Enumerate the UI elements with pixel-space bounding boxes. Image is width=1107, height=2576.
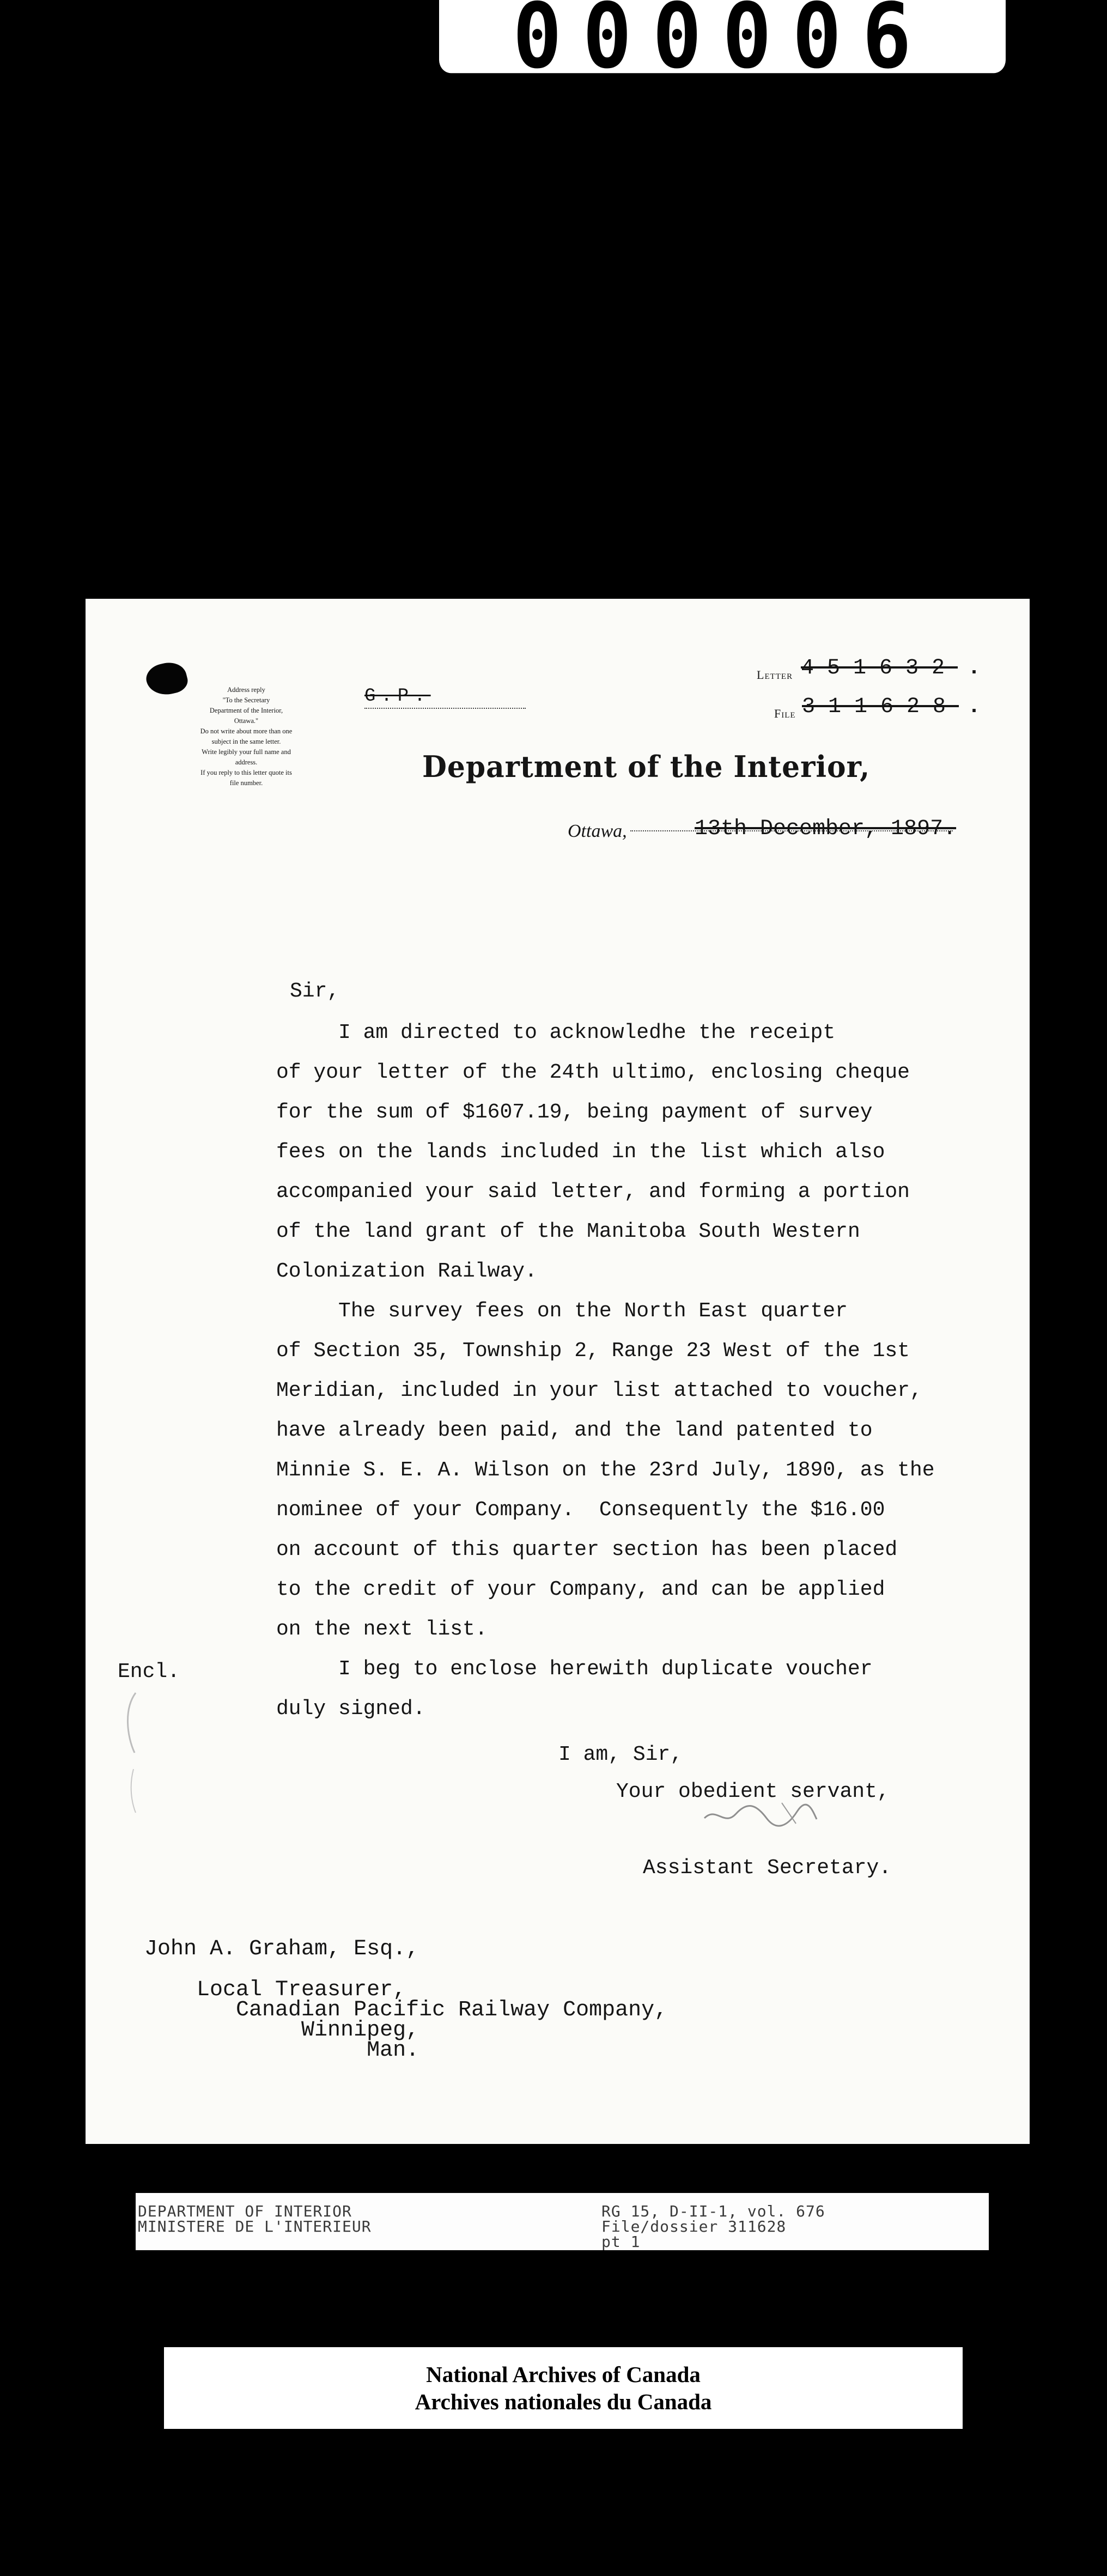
letter-body-line: I am directed to acknowledhe the receipt <box>276 1021 836 1044</box>
archive-department-line: DEPARTMENT OF INTERIOR <box>138 2202 352 2220</box>
addressee-line: John A. Graham, Esq., <box>144 1937 419 1961</box>
reply-notice-line: Do not write about more than one <box>200 727 293 735</box>
letter-body-line: of the land grant of the Manitoba South Western <box>276 1220 860 1243</box>
archive-reference-line: RG 15, D-II-1, vol. 676 <box>601 2202 825 2220</box>
letter-body-line: accompanied your said letter, and forming a portion <box>276 1180 910 1204</box>
letter-body-line: for the sum of $1607.19, being payment of survey <box>276 1101 873 1124</box>
letter-body-line: Minnie S. E. A. Wilson on the 23rd July, 1890, as the <box>276 1459 935 1482</box>
archive-name-french: Archives nationales du Canada <box>415 2389 712 2414</box>
letter-body-line: duly signed. <box>276 1697 425 1721</box>
letter-body-line: nominee of your Company. Consequently the $16.00 <box>276 1498 885 1522</box>
reply-notice-line: Department of the Interior, <box>209 707 283 714</box>
letter-body-line: The survey fees on the North East quarter <box>276 1299 848 1323</box>
letter-body-line: on account of this quarter section has been placed <box>276 1538 898 1562</box>
signatory-title: Assistant Secretary. <box>643 1856 892 1880</box>
reply-notice-line: Ottawa." <box>234 717 259 725</box>
reference-initials: G.P. <box>364 686 526 709</box>
closing-line: I am, Sir, <box>558 1743 683 1766</box>
file-number-dot: . <box>968 695 981 719</box>
archive-reference-line: File/dossier 311628 <box>601 2217 787 2235</box>
archive-banner <box>164 2347 963 2429</box>
enclosure-note: Encl. <box>118 1660 180 1684</box>
archive-department-line: MINISTERE DE L'INTERIEUR <box>138 2217 372 2235</box>
archive-department <box>138 2204 372 2234</box>
letter-number: 451632 <box>801 656 958 681</box>
archive-reference <box>601 2204 825 2250</box>
place-label: Ottawa, <box>568 821 627 841</box>
reply-notice-line: Address reply <box>227 686 265 694</box>
reply-notice-line: Write legibly your full name and <box>202 748 291 756</box>
frame-number: 000006 <box>439 0 1006 73</box>
letter-body-line: Colonization Railway. <box>276 1260 537 1283</box>
reply-notice-line: address. <box>235 758 258 766</box>
archive-name-english: National Archives of Canada <box>426 2362 701 2387</box>
letter-body-line: have already been paid, and the land patented to <box>276 1419 873 1442</box>
letter-body-line: to the credit of your Company, and can be applied <box>276 1578 885 1601</box>
closing-line: Your obedient servant, <box>616 1780 890 1803</box>
file-number: 311628 <box>802 695 959 719</box>
file-number-label: File <box>774 707 796 720</box>
letter-body-line: on the next list. <box>276 1618 488 1641</box>
addressee-line: Local Treasurer, <box>144 1978 406 2002</box>
addressee-line: Man. <box>144 2038 419 2063</box>
addressee-line: Winnipeg, <box>144 2018 419 2043</box>
reply-notice-line: subject in the same letter. <box>211 738 281 745</box>
letter-number-dot: . <box>968 656 981 681</box>
reply-notice <box>118 685 374 788</box>
letter-body-line: Meridian, included in your list attached to voucher, <box>276 1379 922 1402</box>
department-heading: Department of the Interior, <box>422 749 871 784</box>
archive-reference-label <box>136 2193 989 2250</box>
reply-notice-line: file number. <box>229 779 263 787</box>
signature-mark <box>700 1795 820 1833</box>
letter-date: 13th December, 1897. <box>695 817 957 841</box>
letter-body-line: fees on the lands included in the list which also <box>276 1140 885 1164</box>
letter-body-line: of Section 35, Township 2, Range 23 West of the 1st <box>276 1339 910 1363</box>
salutation: Sir, <box>290 980 340 1003</box>
addressee-line: Canadian Pacific Railway Company, <box>144 1998 668 2022</box>
letter-number-label: Letter <box>757 668 793 682</box>
archive-reference-line: pt 1 <box>601 2233 641 2251</box>
page-edge-mark <box>86 1660 167 1824</box>
letter-body-line: I beg to enclose herewith duplicate voucher <box>276 1657 873 1681</box>
letter-body-line: of your letter of the 24th ultimo, enclosing cheque <box>276 1061 910 1084</box>
letter-page <box>86 599 1030 2144</box>
reply-notice-line: "To the Secretary <box>222 696 270 704</box>
reply-notice-line: If you reply to this letter quote its <box>200 769 292 776</box>
